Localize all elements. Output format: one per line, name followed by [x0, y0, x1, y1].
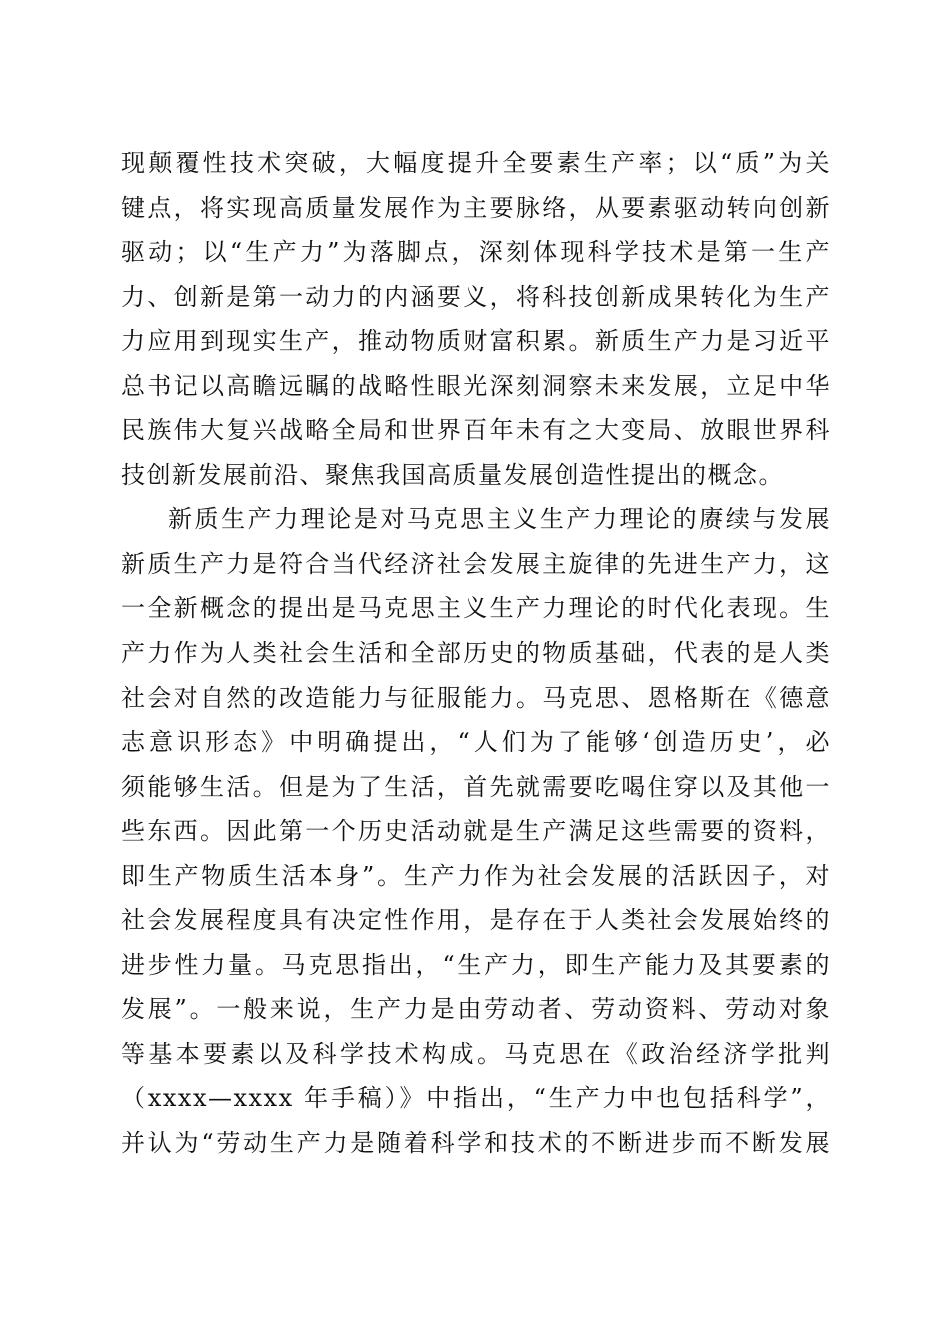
paragraph-line: 等基本要素以及科学技术构成。马克思在《政治经济学批判 [121, 1039, 831, 1068]
paragraph-line: 志意识形态》中明确提出，“人们为了能够‘创造历史’，必 [121, 728, 831, 757]
paragraph-line: 并认为“劳动生产力是随着科学和技术的不断进步而不断发展 [121, 1129, 831, 1158]
paragraph-line: 发展”。一般来说，生产力是由劳动者、劳动资料、劳动对象 [121, 995, 831, 1024]
paragraph-line: （xxxx—xxxx 年手稿）》中指出，“生产力中也包括科学”， [121, 1084, 831, 1113]
body-text [121, 141, 831, 1166]
paragraph-line: 进步性力量。马克思指出，“生产力，即生产能力及其要素的 [121, 950, 831, 979]
paragraph-line: 键点，将实现高质量发展作为主要脉络，从要素驱动转向创新 [121, 193, 831, 222]
paragraph-line: 驱动；以“生产力”为落脚点，深刻体现科学技术是第一生产 [121, 238, 831, 267]
paragraph-line: 力、创新是第一动力的内涵要义，将科技创新成果转化为生产 [121, 282, 831, 311]
paragraph-line: 现颠覆性技术突破，大幅度提升全要素生产率；以“质”为关 [121, 149, 831, 177]
paragraph-line: 民族伟大复兴战略全局和世界百年未有之大变局、放眼世界科 [121, 416, 831, 445]
paragraph-line: 产力作为人类社会生活和全部历史的物质基础，代表的是人类 [121, 639, 831, 668]
paragraph-line: 一全新概念的提出是马克思主义生产力理论的时代化表现。生 [121, 594, 831, 623]
paragraph-heading-line: 新质生产力理论是对马克思主义生产力理论的赓续与发展 [168, 505, 831, 534]
paragraph-line: 新质生产力是符合当代经济社会发展主旋律的先进生产力，这 [121, 549, 831, 578]
paragraph-line: 力应用到现实生产，推动物质财富积累。新质生产力是习近平 [121, 327, 831, 356]
paragraph-line: 些东西。因此第一个历史活动就是生产满足这些需要的资料， [121, 817, 831, 846]
paragraph-line: 技创新发展前沿、聚焦我国高质量发展创造性提出的概念。 [121, 460, 784, 489]
paragraph-line: 即生产物质生活本身”。生产力作为社会发展的活跃因子，对 [121, 861, 831, 890]
paragraph-line: 总书记以高瞻远瞩的战略性眼光深刻洞察未来发展，立足中华 [121, 371, 831, 400]
paragraph-line: 社会对自然的改造能力与征服能力。马克思、恩格斯在《德意 [121, 683, 831, 712]
paragraph-line: 须能够生活。但是为了生活，首先就需要吃喝住穿以及其他一 [121, 772, 831, 801]
paragraph-line: 社会发展程度具有决定性作用，是存在于人类社会发展始终的 [121, 906, 831, 935]
